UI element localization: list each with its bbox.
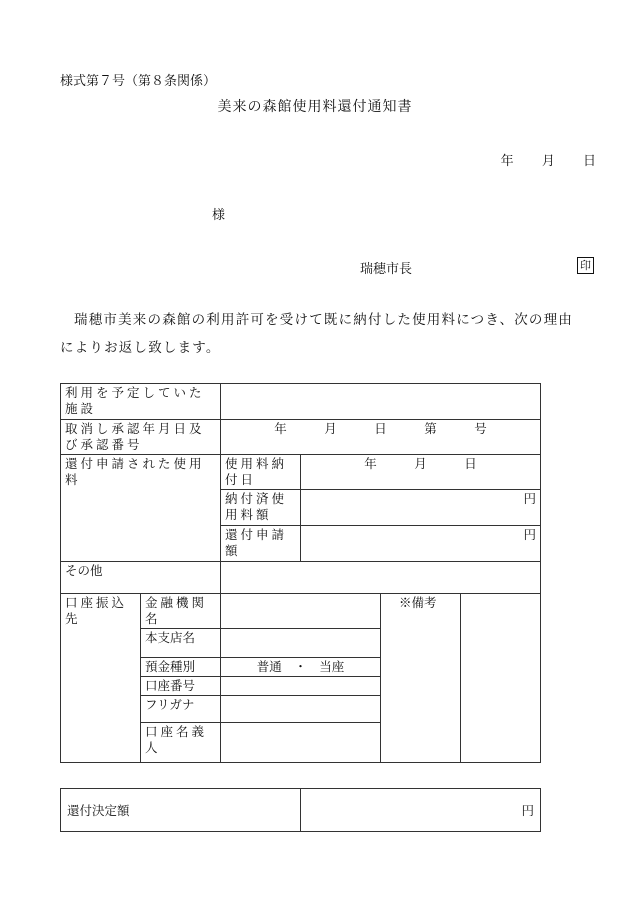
payment-date-label: 使用料納付日 xyxy=(221,455,301,490)
branch-label: 本支店名 xyxy=(141,629,221,658)
refund-request-unit: 円 xyxy=(301,526,541,562)
account-holder-value xyxy=(221,723,381,763)
form-number: 様式第７号（第８条関係） xyxy=(60,74,217,89)
decision-label: 還付決定額 xyxy=(61,789,301,832)
facility-label: 利用を予定していた施設 xyxy=(61,384,221,420)
body-text: 瑞穂市美来の森館の利用許可を受けて既に納付した使用料につき、次の理由によりお返し致します。 xyxy=(60,312,573,356)
date-month: 月 xyxy=(541,154,555,169)
refund-fee-label: 還付申請された使用料 xyxy=(61,455,221,562)
issuer-name: 瑞穂市長 xyxy=(360,262,413,277)
addressee-suffix: 様 xyxy=(212,208,226,223)
paid-amount-label: 納付済使用料額 xyxy=(221,490,301,526)
other-row xyxy=(61,562,541,594)
deposit-type-label: 預金種別 xyxy=(141,658,221,677)
furigana-value xyxy=(221,696,381,723)
bank-name-label: 金融機関名 xyxy=(141,594,221,629)
branch-value xyxy=(221,629,381,658)
issue-date xyxy=(477,150,596,169)
furigana-label: フリガナ xyxy=(141,696,221,723)
payment-date-value: 年 月 日 xyxy=(301,455,541,490)
payment-date-row xyxy=(61,455,541,490)
seal-mark: 印 xyxy=(577,257,594,274)
decision-unit: 円 xyxy=(301,789,541,832)
other-label: その他 xyxy=(61,562,221,594)
bank-transfer-label: 口座振込先 xyxy=(61,594,141,763)
account-number-value xyxy=(221,677,381,696)
account-holder-label: 口座名義人 xyxy=(141,723,221,763)
date-day: 日 xyxy=(582,154,596,169)
remarks-label: ※備考 xyxy=(381,594,461,763)
refund-decision-table xyxy=(60,788,541,832)
paid-amount-unit: 円 xyxy=(301,490,541,526)
refund-request-label: 還付申請額 xyxy=(221,526,301,562)
facility-row xyxy=(61,384,541,420)
bank-name-row xyxy=(61,594,541,629)
deposit-type-value: 普通 ・ 当座 xyxy=(221,658,381,677)
cancel-row xyxy=(61,420,541,455)
remarks-value xyxy=(461,594,541,763)
cancel-value: 年 月 日 第 号 xyxy=(221,420,541,455)
bank-name-value xyxy=(221,594,381,629)
date-year: 年 xyxy=(500,154,514,169)
cancel-label: 取消し承認年月日及び承認番号 xyxy=(61,420,221,455)
refund-details-table xyxy=(60,383,541,763)
document-title: 美来の森館使用料還付通知書 xyxy=(217,99,413,115)
decision-row xyxy=(61,789,541,832)
facility-value xyxy=(221,384,541,420)
account-number-label: 口座番号 xyxy=(141,677,221,696)
other-value xyxy=(221,562,541,594)
